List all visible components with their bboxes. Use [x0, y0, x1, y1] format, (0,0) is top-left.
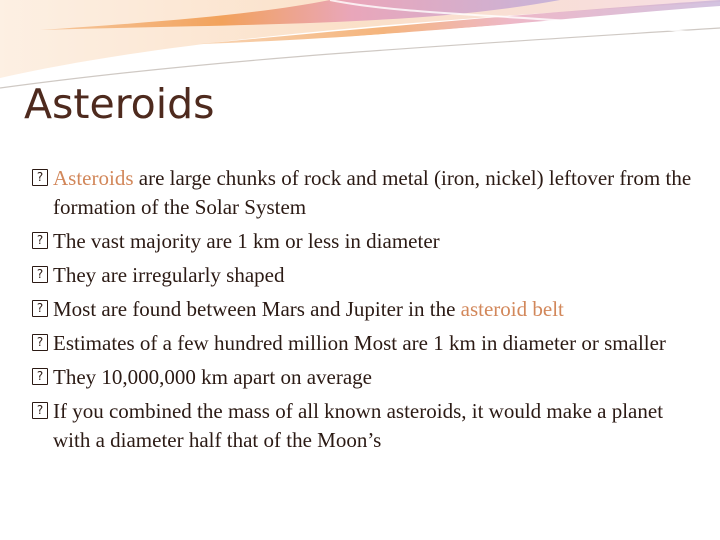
- bullet-text-pre: If you combined the mass of all known asteroids, it would make a planet with a diameter half that of the Moon’s: [53, 399, 664, 452]
- bullet-marker-icon: ?: [32, 169, 48, 186]
- bullet-text-pre: Estimates of a few hundred million Most are 1 km in diameter or smaller: [53, 331, 666, 355]
- bullet-marker-icon: ?: [32, 300, 48, 317]
- bullet-item: [32, 397, 702, 455]
- highlight-term: Asteroids: [53, 166, 134, 190]
- bullet-item: [32, 295, 702, 324]
- bullet-text-pre: They are irregularly shaped: [53, 263, 285, 287]
- bullet-marker-icon: ?: [32, 334, 48, 351]
- bullet-item: [32, 329, 702, 358]
- bullet-text-pre: Most are found between Mars and Jupiter in the: [53, 297, 461, 321]
- bullet-text-post: are large chunks of rock and metal (iron, nickel) leftover from the formation of the Solar System: [53, 166, 692, 219]
- bullet-list: [32, 164, 702, 460]
- bullet-marker-icon: ?: [32, 402, 48, 419]
- slide-title: Asteroids: [24, 80, 215, 128]
- bullet-item: [32, 261, 702, 290]
- bullet-item: [32, 164, 702, 222]
- bullet-marker-icon: ?: [32, 266, 48, 283]
- bullet-marker-icon: ?: [32, 232, 48, 249]
- bullet-item: [32, 363, 702, 392]
- bullet-text-pre: They 10,000,000 km apart on average: [53, 365, 372, 389]
- bullet-marker-icon: ?: [32, 368, 48, 385]
- bullet-item: [32, 227, 702, 256]
- decorative-banner: [0, 0, 720, 90]
- highlight-term: asteroid belt: [460, 297, 564, 321]
- bullet-text-pre: The vast majority are 1 km or less in diameter: [53, 229, 440, 253]
